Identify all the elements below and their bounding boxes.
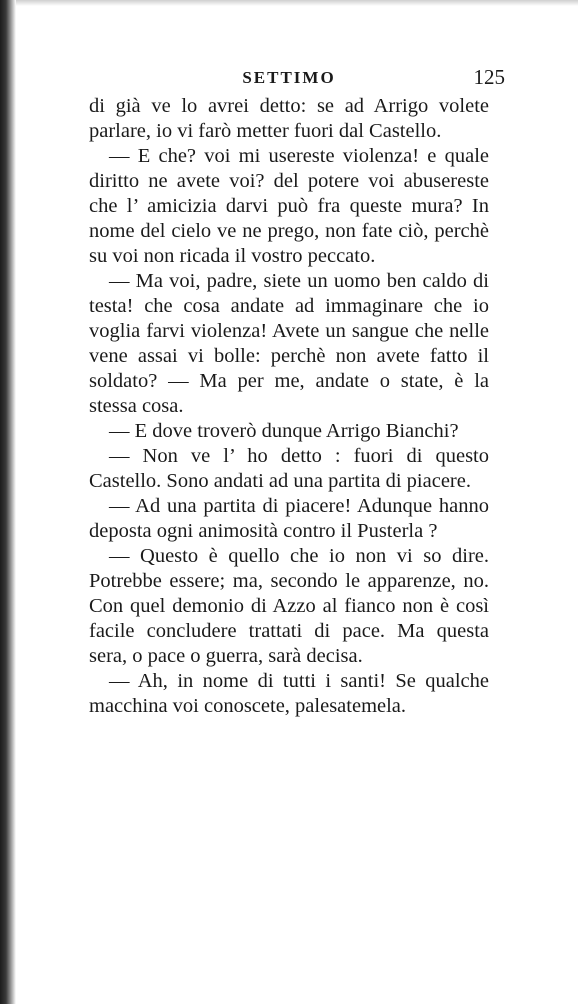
running-head	[89, 65, 505, 94]
paragraph: — Ma voi, padre, siete un uomo ben caldo di testa! che cosa andate ad immaginare che io voglia farvi violenza! Avete un sangue che nelle vene assai vi bolle: perchè non avete fatto il soldato? — Ma per me, andate o state, è la stessa cosa.	[89, 270, 489, 417]
book-binding-edge	[0, 0, 16, 1004]
paragraph: — E che? voi mi usereste violenza! e quale diritto ne avete voi? del potere voi abusereste che l’ amicizia darvi può fra queste mura? In nome del cielo ve ne prego, non fate ciò, perchè su voi non ricada il vostro peccato.	[89, 145, 489, 267]
body-text	[89, 94, 489, 719]
chapter-title: SETTIMO	[242, 68, 336, 87]
page-top-edge	[0, 0, 578, 6]
paragraph-continued: di già ve lo avrei detto: se ad Arrigo volete parlare, io vi farò metter fuori dal Castello.	[89, 95, 489, 142]
paragraph: — Ah, in nome di tutti i santi! Se qualche macchina voi conoscete, palesatemela.	[89, 670, 489, 717]
paragraph: — Non ve l’ ho detto : fuori di questo Castello. Sono andati ad una partita di piacere.	[89, 445, 489, 492]
book-page	[89, 65, 505, 719]
paragraph: — E dove troverò dunque Arrigo Bianchi?	[109, 420, 459, 442]
paragraph: — Ad una partita di piacere! Adunque hanno deposta ogni animosità contro il Pusterla ?	[89, 495, 489, 542]
page-number: 125	[473, 65, 505, 89]
paragraph: — Questo è quello che io non vi so dire. Potrebbe essere; ma, secondo le apparenze, no. Con quel demonio di Azzo al fianco non è così facile concludere trattati di pace. Ma questa sera, o pace o guerra, sarà decisa.	[89, 545, 489, 667]
